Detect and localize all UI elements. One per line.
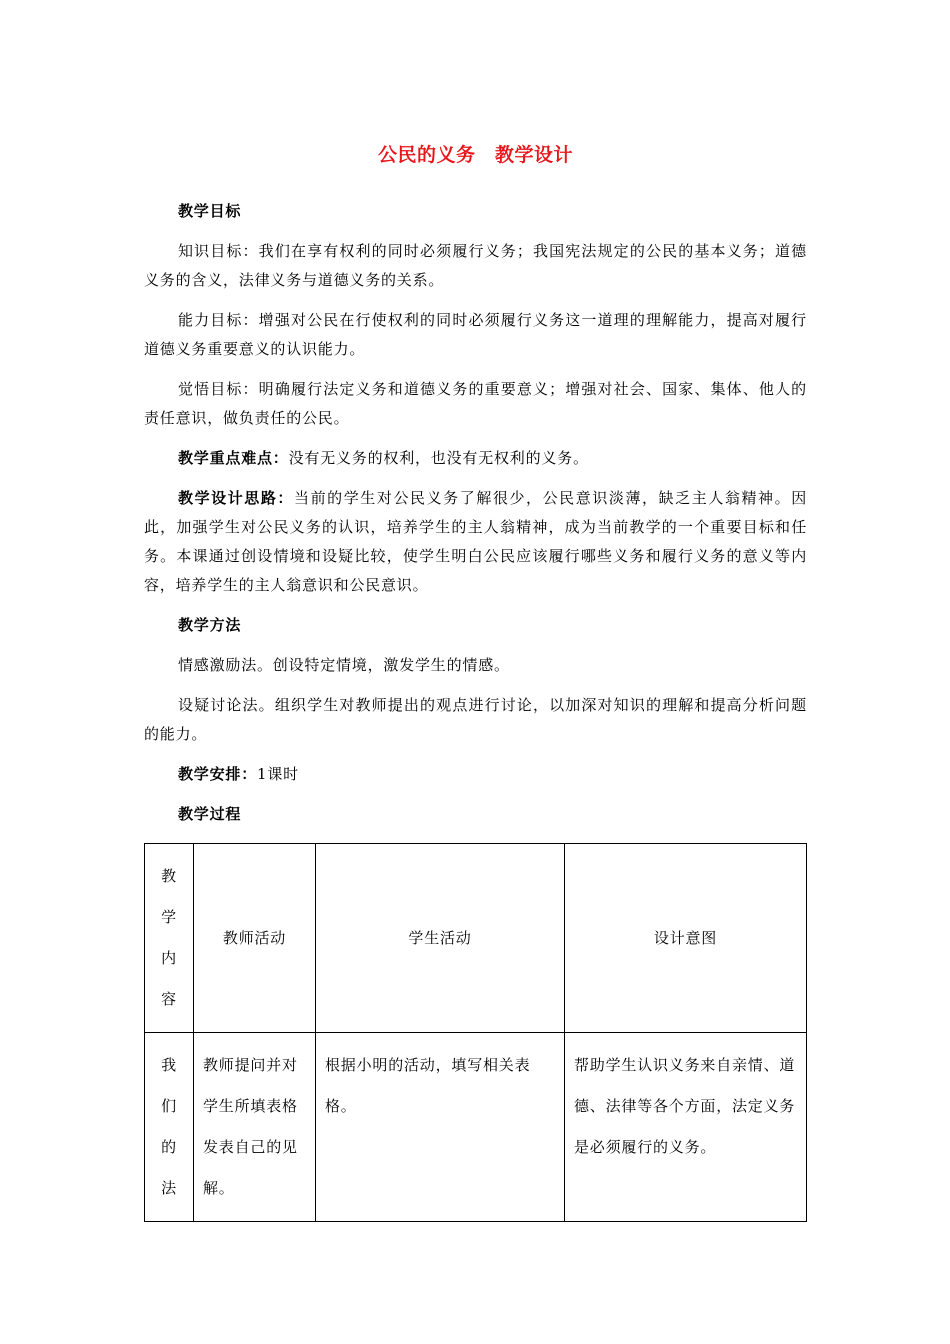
design-text: 当前的学生对公民义务了解很少，公民意识淡薄，缺乏主人翁精神。因此，加强学生对公民义务的认识，培养学生的主人翁精神，成为当前教学的一个重要目标和任务。本课通过创设情境和设疑比较，使学生明白公民应该履行哪些义务和履行义务的意义等内容，培养学生的主人翁意识和公民意识。 [144, 489, 807, 594]
key-points-paragraph [144, 444, 807, 473]
table-header-row [145, 844, 807, 1033]
row-content-char: 的 [161, 1138, 177, 1156]
header-content-char: 内 [161, 949, 177, 967]
process-table [144, 843, 807, 1222]
row-content-char: 们 [161, 1097, 177, 1115]
goals-heading: 教学目标 [178, 202, 242, 220]
methods-heading: 教学方法 [178, 616, 242, 634]
row-content-char: 我 [161, 1056, 177, 1074]
key-points-text: 没有无义务的权利，也没有无权利的义务。 [288, 449, 589, 467]
row-teacher-cell: 教师提问并对学生所填表格发表自己的见解。 [194, 1033, 316, 1222]
header-content-char: 容 [161, 990, 177, 1008]
header-content-cell [145, 844, 194, 1033]
method-item-2: 设疑讨论法。组织学生对教师提出的观点进行讨论，以加深对知识的理解和提高分析问题的能力。 [144, 696, 807, 743]
header-content-char: 教 [161, 867, 177, 885]
row-content-cell [145, 1033, 194, 1222]
method-item-1: 情感激励法。创设特定情境，激发学生的情感。 [178, 656, 510, 674]
awareness-goal: 觉悟目标：明确履行法定义务和道德义务的重要意义；增强对社会、国家、集体、他人的责任意识，做负责任的公民。 [144, 380, 807, 427]
design-paragraph [144, 484, 807, 600]
schedule-label: 教学安排： [178, 765, 258, 783]
table-row [145, 1033, 807, 1222]
design-label: 教学设计思路： [178, 489, 295, 507]
header-intent-cell: 设计意图 [565, 844, 807, 1033]
schedule-paragraph [144, 760, 807, 789]
row-content-char: 法 [161, 1179, 177, 1197]
knowledge-goal: 知识目标：我们在享有权利的同时必须履行义务；我国宪法规定的公民的基本义务；道德义务的含义，法律义务与道德义务的关系。 [144, 242, 807, 289]
process-heading: 教学过程 [178, 805, 242, 823]
schedule-text: 1课时 [257, 765, 299, 783]
header-teacher-cell: 教师活动 [194, 844, 316, 1033]
document-title: 公民的义务 教学设计 [377, 144, 573, 166]
document-page [144, 140, 807, 1222]
header-student-cell: 学生活动 [316, 844, 565, 1033]
row-intent-cell: 帮助学生认识义务来自亲情、道德、法律等各个方面，法定义务是必须履行的义务。 [565, 1033, 807, 1222]
row-student-cell: 根据小明的活动，填写相关表格。 [316, 1033, 565, 1222]
key-points-label: 教学重点难点： [178, 449, 289, 467]
header-content-char: 学 [161, 908, 177, 926]
ability-goal: 能力目标：增强对公民在行使权利的同时必须履行义务这一道理的理解能力，提高对履行道德义务重要意义的认识能力。 [144, 311, 807, 358]
